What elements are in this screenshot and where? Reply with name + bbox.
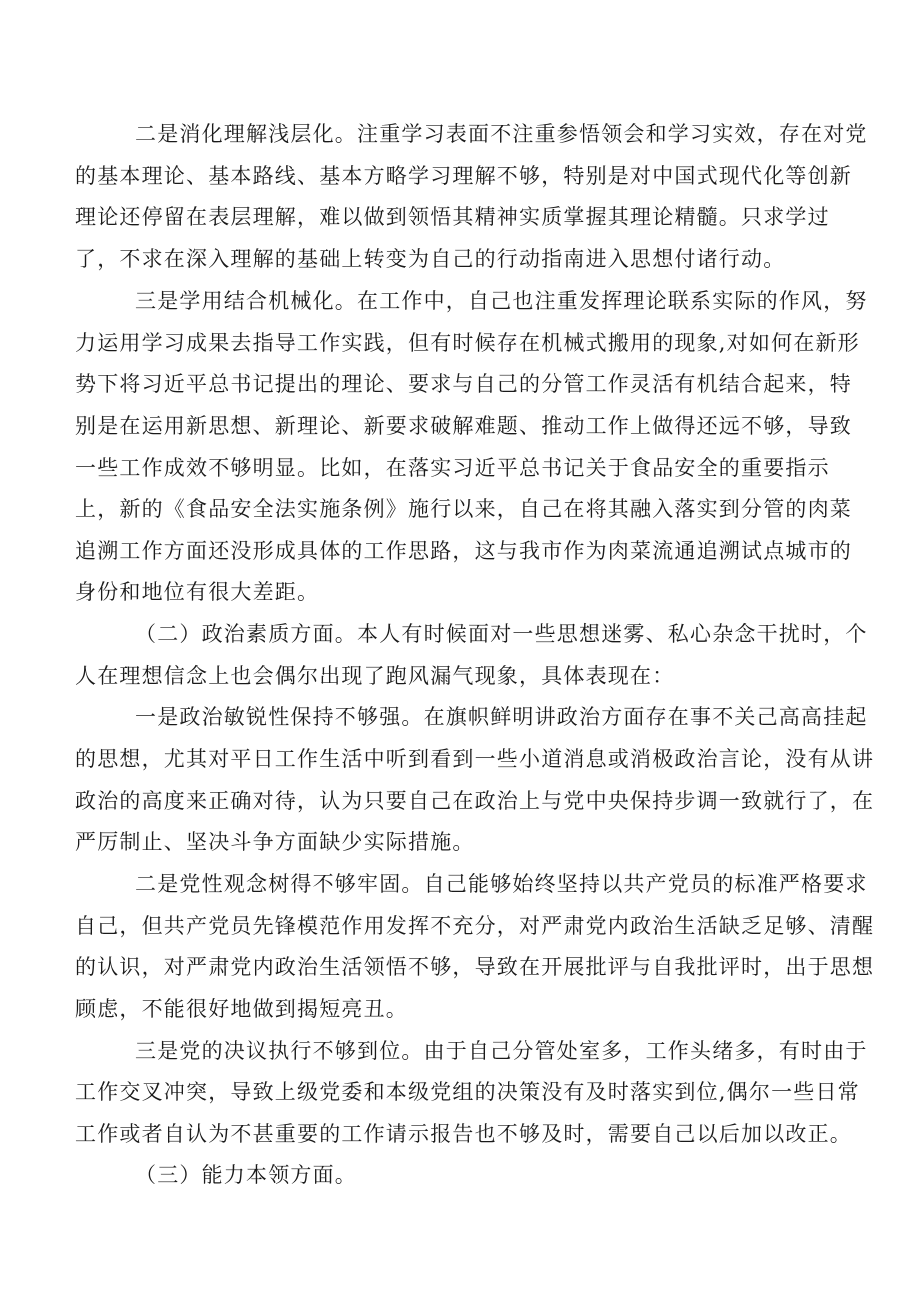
- paragraph-line: 工作或者自认为不甚重要的工作请示报告也不够及时，需要自己以后加以改正。: [75, 1122, 852, 1146]
- paragraph-line: 一些工作成效不够明显。比如，在落实习近平总书记关于食品安全的重要指示: [75, 456, 830, 480]
- paragraph-line: 一是政治敏锐性保持不够强。在旗帜鲜明讲政治方面存在事不关己高高挂起: [135, 705, 868, 729]
- paragraph-line: 了，不求在深入理解的基础上转变为自己的行动指南进入思想付诸行动。: [75, 247, 786, 271]
- paragraph-line: 身份和地位有很大差距。: [75, 580, 320, 604]
- paragraph-line: 顾虑，不能很好地做到揭短亮丑。: [75, 997, 408, 1021]
- section-heading-line: （二）政治素质方面。本人有时候面对一些思想迷雾、私心杂念干扰时，个: [135, 622, 868, 646]
- paragraph-line: 二是消化理解浅层化。注重学习表面不注重参悟领会和学习实效，存在对党: [135, 122, 868, 146]
- paragraph-line: 追溯工作方面还没形成具体的工作思路，这与我市作为肉菜流通追溯试点城市的: [75, 539, 852, 563]
- paragraph-line: 势下将习近平总书记提出的理论、要求与自己的分管工作灵活有机结合起来，特: [75, 372, 852, 396]
- paragraph-line: 的基本理论、基本路线、基本方略学习理解不够，特别是对中国式现代化等创新: [75, 164, 852, 188]
- paragraph-line: 理论还停留在表层理解，难以做到领悟其精神实质掌握其理论精髓。只求学过: [75, 205, 830, 229]
- paragraph-line: 三是党的决议执行不够到位。由于自己分管处室多，工作头绪多，有时由于: [135, 1039, 868, 1063]
- paragraph-line: 严厉制止、坚决斗争方面缺少实际措施。: [75, 830, 475, 854]
- paragraph-line: 上，新的《食品安全法实施条例》施行以来，自己在将其融入落实到分管的肉菜: [75, 497, 852, 521]
- paragraph-line: 政治的高度来正确对待，认为只要自己在政治上与党中央保持步调一致就行了，在: [75, 789, 875, 813]
- paragraph-line: 三是学用结合机械化。在工作中，自己也注重发挥理论联系实际的作风，努: [135, 289, 868, 313]
- paragraph-line: 别是在运用新思想、新理论、新要求破解难题、推动工作上做得还远不够，导致: [75, 414, 852, 438]
- paragraph-line: 力运用学习成果去指导工作实践，但有时候存在机械式搬用的现象,对如何在新形: [75, 331, 860, 355]
- paragraph-line: 人在理想信念上也会偶尔出现了跑风漏气现象，具体表现在：: [75, 664, 675, 688]
- paragraph-line: 工作交叉冲突，导致上级党委和本级党组的决策没有及时落实到位,偶尔一些日常: [75, 1080, 860, 1104]
- paragraph-line: 的认识，对严肃党内政治生活领悟不够，导致在开展批评与自我批评时，出于思想: [75, 955, 875, 979]
- section-heading-line: （三）能力本领方面。: [135, 1163, 357, 1187]
- paragraph-line: 的思想，尤其对平日工作生活中听到看到一些小道消息或消极政治言论，没有从讲: [75, 747, 875, 771]
- paragraph-line: 自己，但共产党员先锋模范作用发挥不充分，对严肃党内政治生活缺乏足够、清醒: [75, 914, 875, 938]
- paragraph-line: 二是党性观念树得不够牢固。自己能够始终坚持以共产党员的标准严格要求: [135, 872, 868, 896]
